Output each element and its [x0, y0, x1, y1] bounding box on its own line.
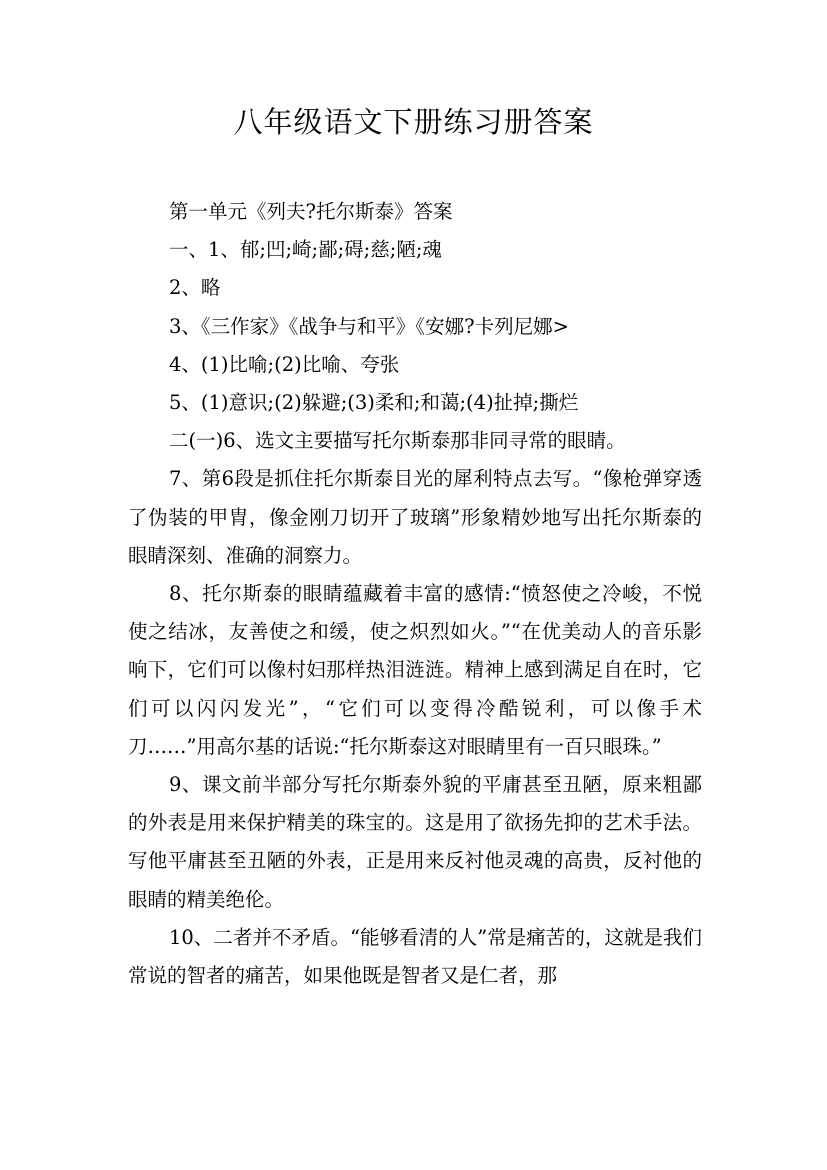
answer-line: 2、略	[169, 276, 221, 300]
unit-heading-line: 第一单元《列夫?托尔斯泰》答案	[169, 200, 453, 223]
answer-line: 5、(1)意识;(2)躲避;(3)柔和;和蔼;(4)扯掉;撕烂	[169, 391, 579, 415]
document-title: 八年级语文下册练习册答案	[233, 105, 594, 139]
answer-line: 一、1、郁;凹;崎;鄙;碍;慈;陋;魂	[169, 238, 442, 262]
answer-line: 二(一)6、选文主要描写托尔斯泰那非同寻常的眼睛。	[169, 429, 626, 453]
answer-paragraph: 8、托尔斯泰的眼睛蕴藏着丰富的感情:“愤怒使之冷峻，不悦使之结冰，友善使之和缓，使之炽烈如火。”“在优美动人的音乐影响下，它们可以像村妇那样热泪涟涟。精神上感到满足自在时，它们可以闪闪发光”，“它们可以变得冷酷锐利，可以像手术刀……”用高尔基的话说:“托尔斯泰这对眼睛里有一百只眼珠。”	[128, 582, 702, 758]
answer-paragraph: 7、第6段是抓住托尔斯泰目光的犀利特点去写。“像枪弹穿透了伪装的甲胄，像金刚刀切开了玻璃”形象精妙地写出托尔斯泰的眼睛深刻、准确的洞察力。	[128, 467, 702, 567]
answer-line: 3、《三作家》《战争与和平》《安娜?卡列尼娜>	[169, 314, 569, 338]
answer-paragraph: 9、课文前半部分写托尔斯泰外貌的平庸甚至丑陋，原来粗鄙的外表是用来保护精美的珠宝的。这是用了欲扬先抑的艺术手法。写他平庸甚至丑陋的外表，正是用来反衬他灵魂的高贵，反衬他的眼睛的精美绝伦。	[128, 773, 702, 911]
answer-line: 4、(1)比喻;(2)比喻、夸张	[169, 352, 400, 376]
document-body	[128, 193, 702, 995]
answer-paragraph: 10、二者并不矛盾。“能够看清的人”常是痛苦的，这就是我们常说的智者的痛苦，如果他既是智者又是仁者，那	[128, 925, 702, 988]
